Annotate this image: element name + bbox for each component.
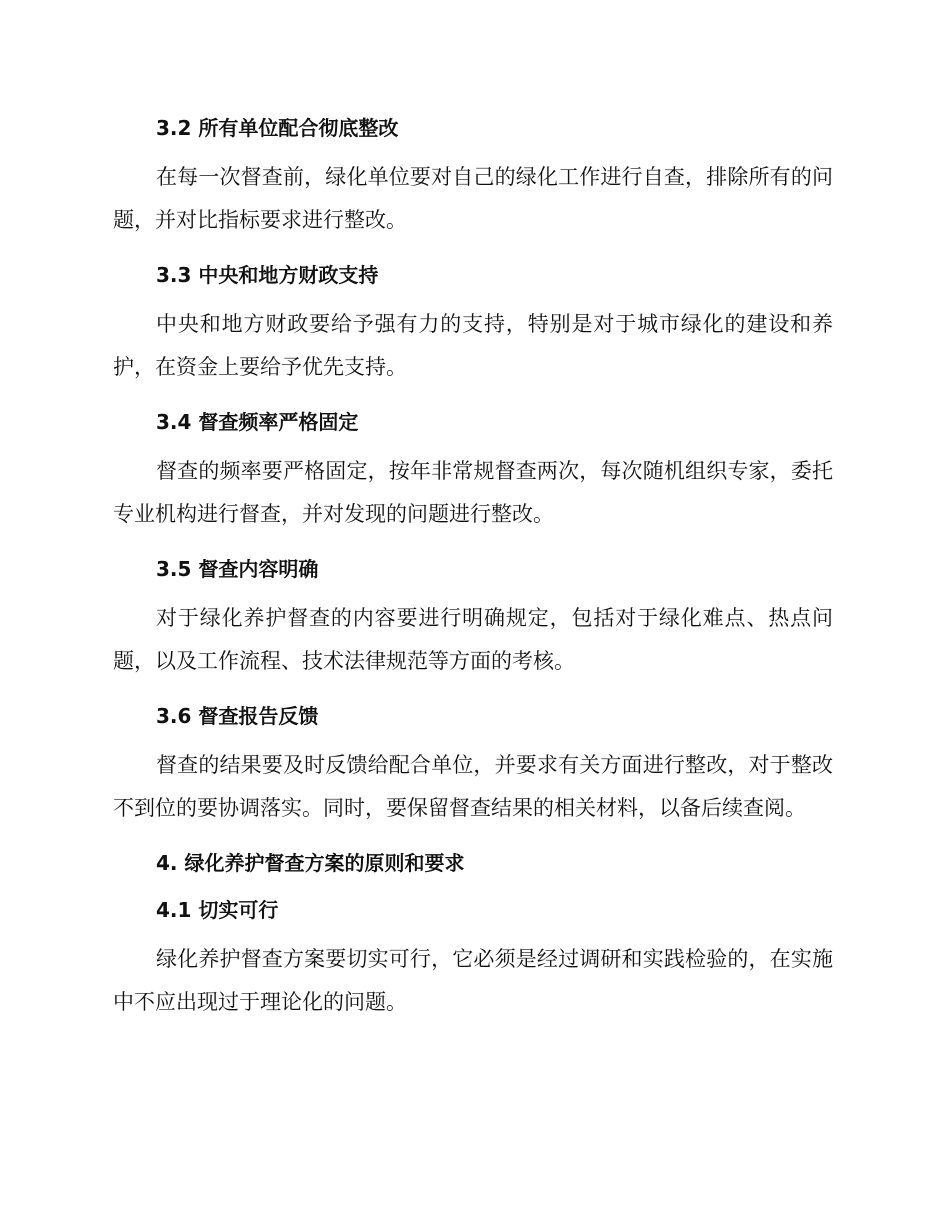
section-heading-3-5: 3.5 督查内容明确 — [156, 557, 319, 581]
document-body — [113, 108, 833, 1037]
section-heading-4-1: 4.1 切实可行 — [156, 898, 279, 922]
section-heading-3-4: 3.4 督查频率严格固定 — [156, 410, 359, 434]
section-paragraph-3-6: 督查的结果要及时反馈给配合单位，并要求有关方面进行整改，对于整改不到位的要协调落实。同时，要保留督查结果的相关材料，以备后续查阅。 — [113, 753, 833, 820]
section-heading-3-3: 3.3 中央和地方财政支持 — [156, 263, 379, 287]
section-paragraph-3-3: 中央和地方财政要给予强有力的支持，特别是对于城市绿化的建设和养护，在资金上要给予优先支持。 — [113, 312, 833, 379]
section-paragraph-4-1: 绿化养护督查方案要切实可行，它必须是经过调研和实践检验的，在实施中不应出现过于理论化的问题。 — [113, 947, 833, 1014]
section-paragraph-3-5: 对于绿化养护督查的内容要进行明确规定，包括对于绿化难点、热点问题，以及工作流程、技术法律规范等方面的考核。 — [113, 606, 833, 673]
chapter-heading-4: 4. 绿化养护督查方案的原则和要求 — [156, 851, 465, 875]
section-heading-3-2: 3.2 所有单位配合彻底整改 — [156, 116, 399, 140]
section-heading-3-6: 3.6 督查报告反馈 — [156, 704, 319, 728]
section-paragraph-3-2: 在每一次督查前，绿化单位要对自己的绿化工作进行自查，排除所有的问题，并对比指标要求进行整改。 — [113, 165, 833, 232]
section-paragraph-3-4: 督查的频率要严格固定，按年非常规督查两次，每次随机组织专家，委托专业机构进行督查，并对发现的问题进行整改。 — [113, 459, 833, 526]
